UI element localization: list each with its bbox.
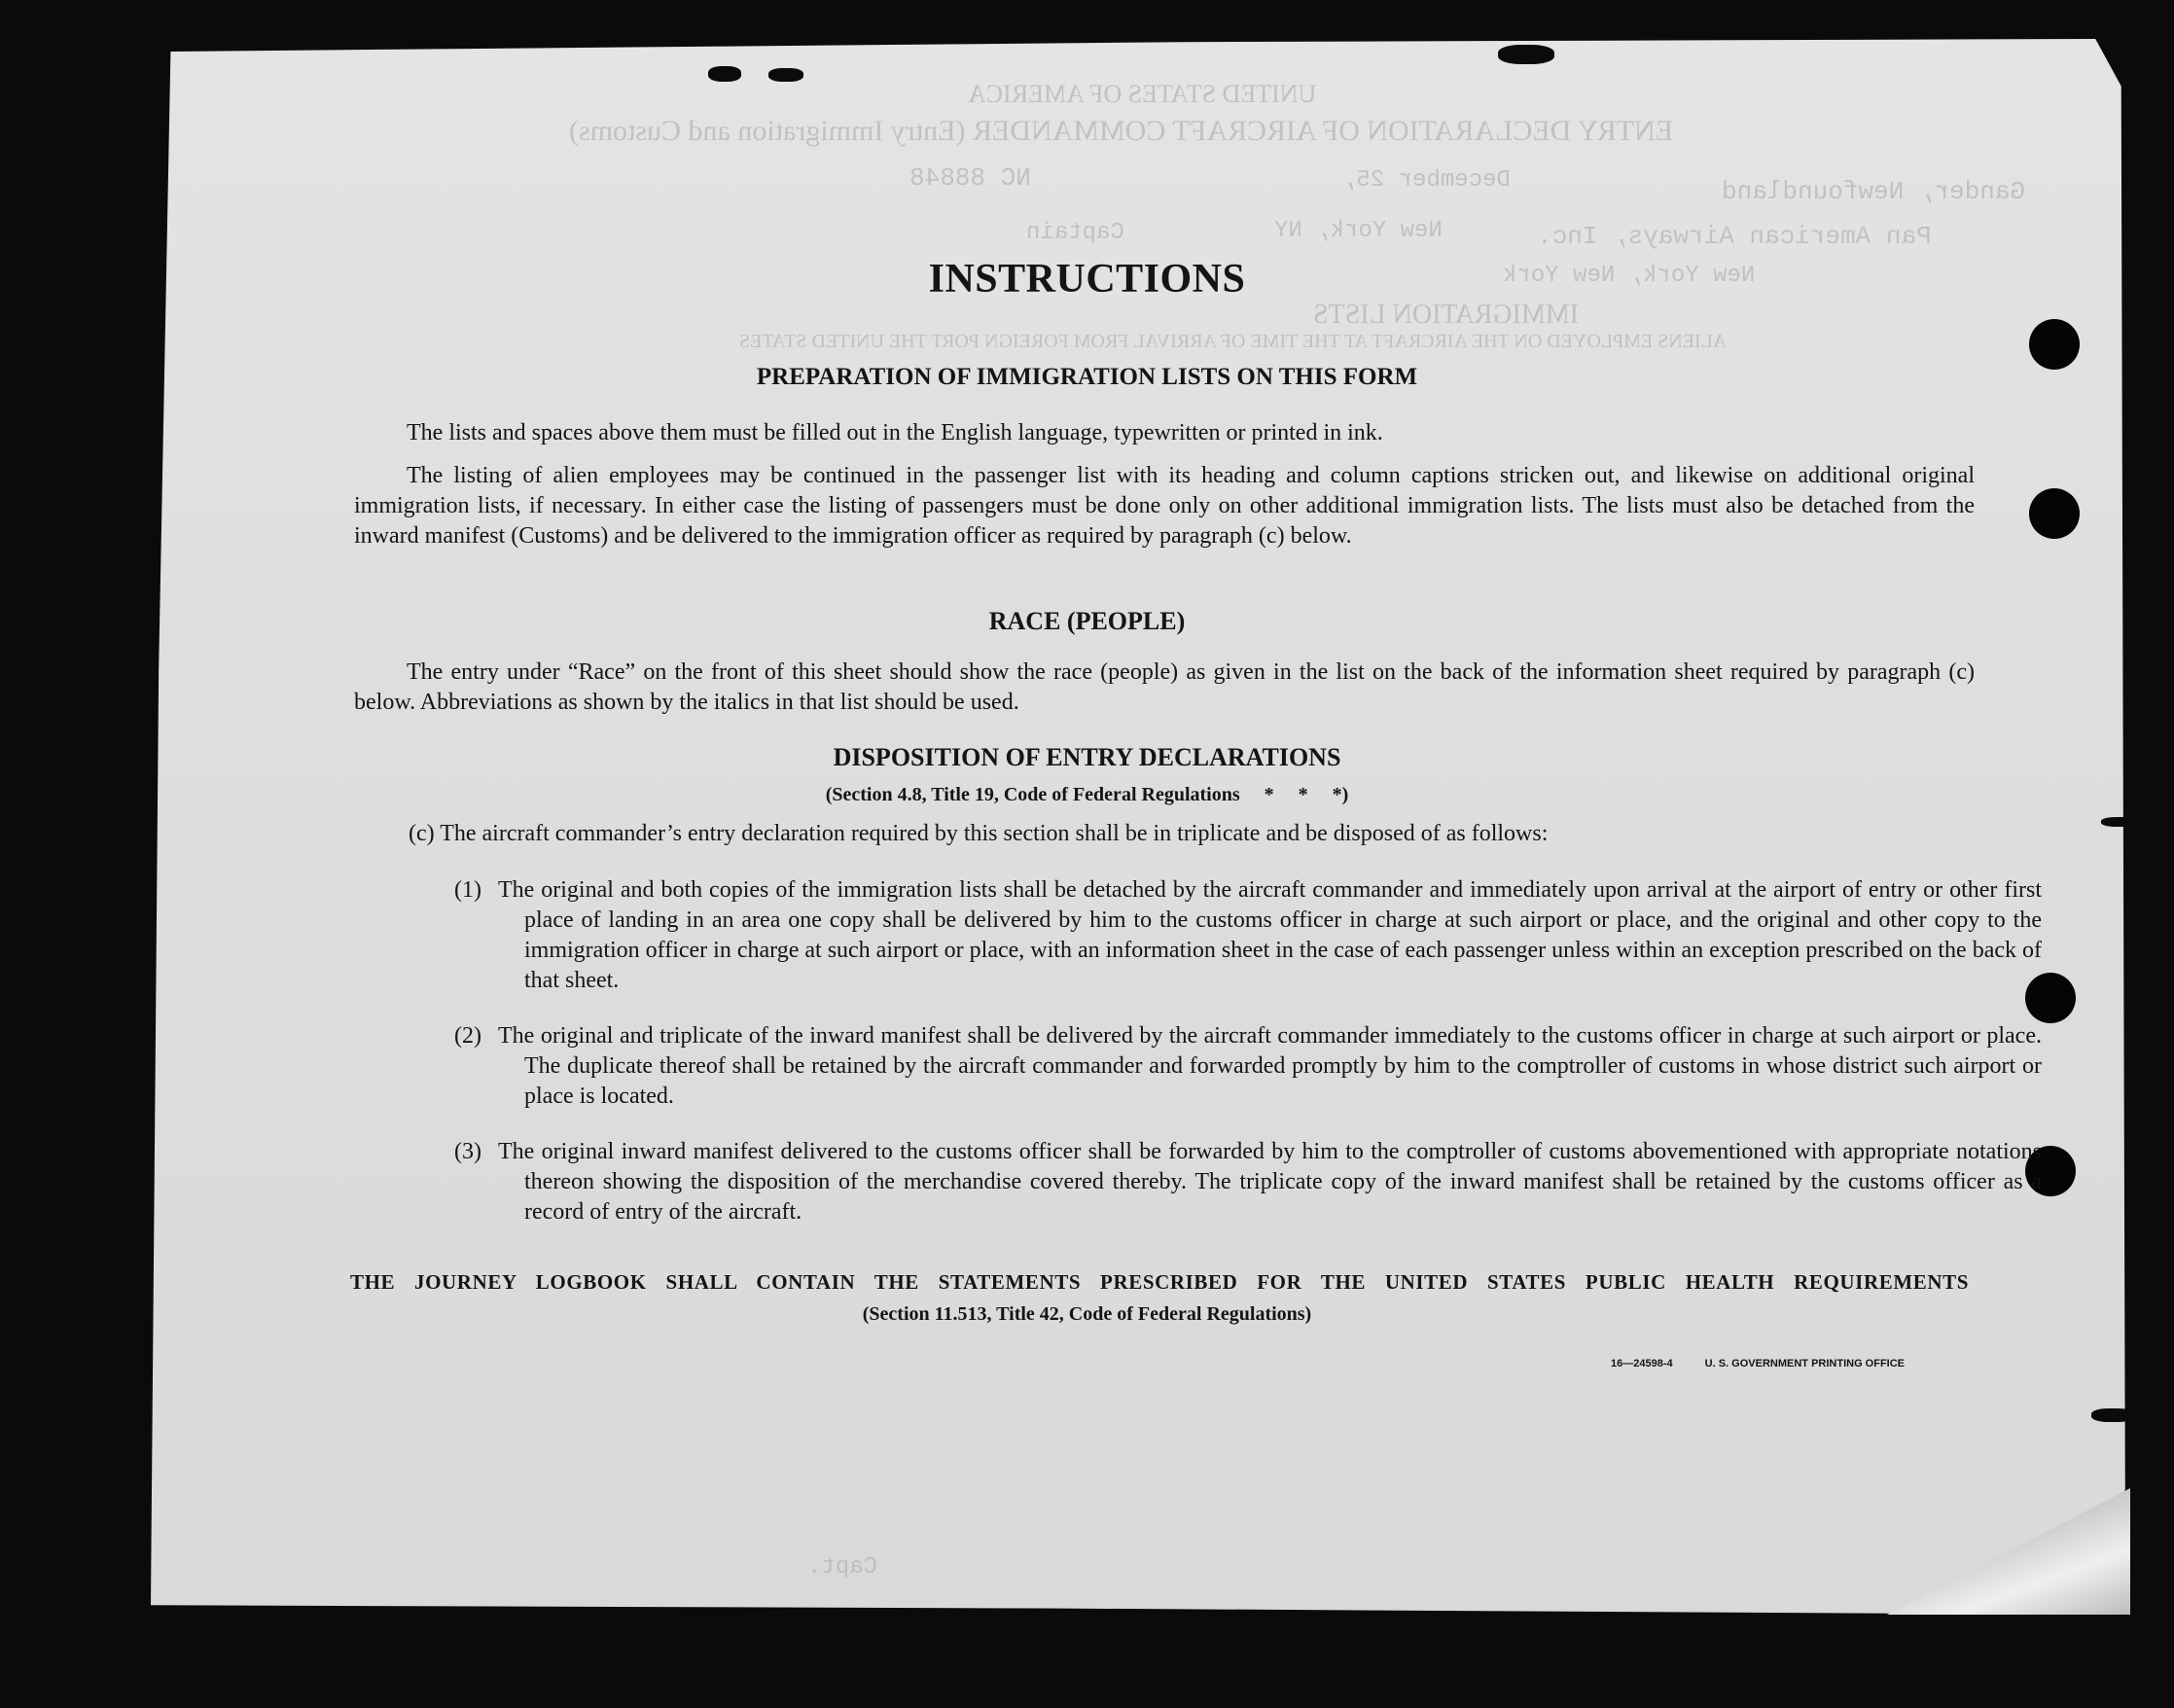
printer-imprint (1611, 1358, 1934, 1370)
bleed-through-line: NC 88848 (909, 163, 1031, 193)
bleed-through-line: ENTRY DECLARATION OF AIRCRAFT COMMANDER (Entry Immigration and Customs) (569, 115, 1674, 147)
bleed-through-line: UNITED STATES OF AMERICA (968, 80, 1317, 108)
section-heading-disposition: DISPOSITION OF ENTRY DECLARATIONS (833, 743, 1341, 771)
bleed-through-line: New York, New York (1503, 263, 1756, 289)
list-item: (3) The original inward manifest delivered to the customs officer shall be forwarded by him to the comptroller of customs abovementioned with appropriate notations thereon showing the disposition of the merchandise covered thereby. The triplicate copy of the inward manifest shall be retained by the customs officer as a record of entry of the aircraft. (454, 1139, 2042, 1225)
clause-c: (c) The aircraft commander’s entry declaration required by this section shall be in triplicate and be disposed of as follows: (409, 821, 1549, 846)
torn-edge-mark (708, 66, 741, 82)
list-item: (1) The original and both copies of the immigration lists shall be detached by the aircraft commander and immediately upon arrival at the airport of entry or other first place of landing in an area one copy shall be delivered by him to the customs officer in charge at such airport or place, and the original and other copy to the immigration officer in charge at such airport or place, with an information sheet in the case of each passenger unless within an exception prescribed on the back of that sheet. (454, 877, 2042, 993)
journey-logbook-citation: (Section 11.513, Title 42, Code of Federal Regulations) (862, 1303, 1312, 1325)
binder-hole (2029, 319, 2080, 370)
paragraph-race: The entry under “Race” on the front of this sheet should show the race (people) as given in the list on the back of the information sheet required by paragraph (c) below. Abbreviations as shown by the italics in that list should be used. (354, 659, 1975, 715)
torn-edge-mark (2101, 817, 2140, 827)
journey-logbook-statement: THE JOURNEY LOGBOOK SHALL CONTAIN THE STATEMENTS PRESCRIBED FOR THE UNITED STATES PUBLIC HEALTH REQUIREMENTS (350, 1270, 1969, 1294)
citation-disposition: (Section 4.8, Title 19, Code of Federal Regulations * * *) (825, 784, 1349, 805)
torn-edge-mark (2091, 1408, 2134, 1422)
bleed-through-line: ALIENS EMPLOYED ON THE AIRCRAFT AT THE TIME OF ARRIVAL FROM FOREIGN PORT THE UNITED STATES (739, 331, 1728, 352)
bleed-through-line: New York, NY (1274, 218, 1443, 244)
binder-hole (2029, 488, 2080, 539)
bleed-through-line: IMMIGRATION LISTS (1313, 300, 1579, 330)
bleed-through-line: Pan American Airways, Inc. (1537, 222, 1932, 251)
torn-edge-mark (768, 68, 803, 82)
bleed-through-line: December 25, (1342, 167, 1511, 194)
section-heading-race: RACE (PEOPLE) (988, 607, 1186, 635)
bleed-through-line: Capt. (807, 1554, 878, 1581)
bleed-through-line: Gander, Newfoundland (1722, 177, 2026, 206)
paragraph-preparation-2: The listing of alien employees may be continued in the passenger list with its heading and column captions stricken out, and likewise on additional original immigration lists, if necessary. In either case the listing of passengers must be done only on other additional immigration lists. The lists must also be detached from the inward manifest (Customs) and be delivered to the immigration officer as required by paragraph (c) below. (354, 463, 1975, 549)
bleed-through-line: Captain (1026, 220, 1124, 246)
torn-edge-mark (1498, 45, 1554, 64)
form-number: 16—24598-4 (1611, 1358, 1673, 1370)
printing-office: U. S. GOVERNMENT PRINTING OFFICE (1704, 1358, 1906, 1370)
list-item: (2) The original and triplicate of the inward manifest shall be delivered by the aircraft commander immediately to the customs officer in charge at such airport or place. The duplicate thereof shall be retained by the aircraft commander and forwarded promptly by him to the comptroller of customs in whose district such airport or place is located. (454, 1023, 2042, 1109)
section-heading-preparation: PREPARATION OF IMMIGRATION LISTS ON THIS FORM (756, 364, 1418, 390)
paragraph-preparation-1: The lists and spaces above them must be filled out in the English language, typewritten or printed in ink. (407, 420, 1383, 445)
page-title: INSTRUCTIONS (928, 257, 1246, 302)
